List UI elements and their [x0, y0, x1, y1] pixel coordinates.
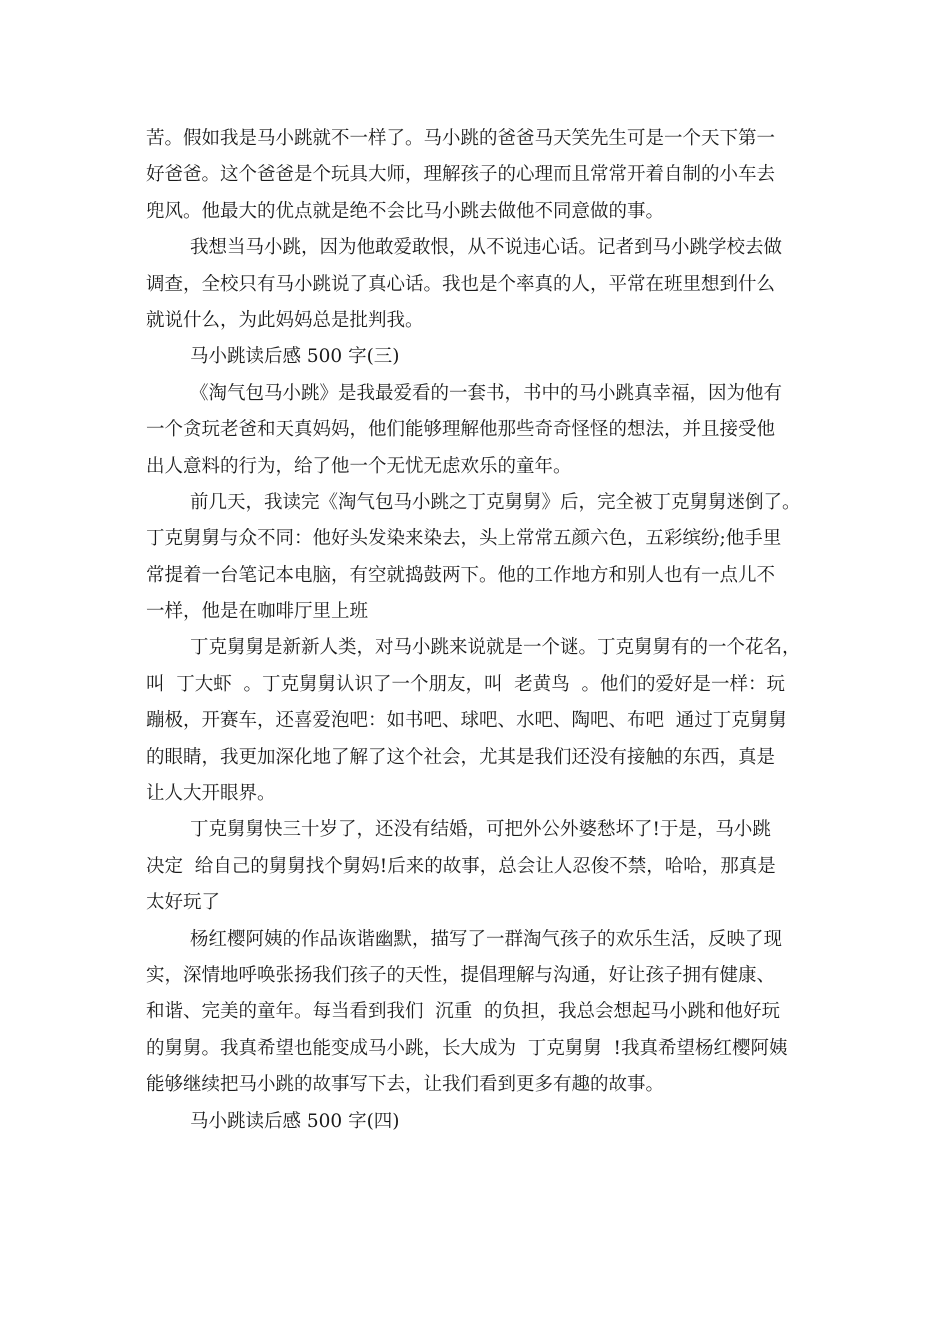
paragraph-line: 杨红樱阿姨的作品诙谐幽默，描写了一群淘气孩子的欢乐生活，反映了现	[190, 928, 783, 950]
paragraph-line: 能够继续把马小跳的故事写下去，让我们看到更多有趣的故事。	[146, 1074, 665, 1096]
paragraph-line: 一样，他是在咖啡厅里上班	[146, 601, 369, 623]
paragraph-line: 就说什么，为此妈妈总是批判我。	[146, 309, 424, 331]
paragraph-line: 一个贪玩老爸和天真妈妈，他们能够理解他那些奇奇怪怪的想法，并且接受他	[146, 419, 776, 441]
paragraph-line: 兜风。他最大的优点就是绝不会比马小跳去做他不同意做的事。	[146, 200, 665, 222]
paragraph-line: 出人意料的行为，给了他一个无忧无虑欢乐的童年。	[146, 455, 572, 477]
paragraph-line: 蹦极，开赛车，还喜爱泡吧：如书吧、球吧、水吧、陶吧、布吧 通过丁克舅舅	[146, 710, 787, 732]
paragraph-line: 决定 给自己的舅舅找个舅妈!后来的故事，总会让人忍俊不禁，哈哈，那真是	[146, 855, 776, 877]
paragraph-line: 丁克舅舅是新新人类，对马小跳来说就是一个谜。丁克舅舅有的一个花名，	[190, 637, 801, 659]
paragraph-line: 的眼睛，我更加深化地了解了这个社会，尤其是我们还没有接触的东西，真是	[146, 746, 776, 768]
paragraph-line: 前几天，我读完《淘气包马小跳之丁克舅舅》后，完全被丁克舅舅迷倒了。	[190, 491, 801, 513]
paragraph-line: 实，深情地呼唤张扬我们孩子的天性，提倡理解与沟通，好让孩子拥有健康、	[146, 964, 776, 986]
paragraph-line: 丁克舅舅快三十岁了，还没有结婚，可把外公外婆愁坏了!于是，马小跳	[190, 819, 771, 841]
paragraph-line: 叫 丁大虾 。丁克舅舅认识了一个朋友，叫 老黄鸟 。他们的爱好是一样：玩	[146, 673, 786, 695]
paragraph-line: 好爸爸。这个爸爸是个玩具大师，理解孩子的心理而且常常开着自制的小车去	[146, 164, 776, 186]
paragraph-line: 的舅舅。我真希望也能变成马小跳，长大成为 丁克舅舅 !我真希望杨红樱阿姨	[146, 1037, 788, 1059]
paragraph-line: 调查，全校只有马小跳说了真心话。我也是个率真的人，平常在班里想到什么	[146, 273, 776, 295]
document-body	[146, 121, 826, 1140]
paragraph-line: 《淘气包马小跳》是我最爱看的一套书，书中的马小跳真幸福，因为他有	[190, 382, 783, 404]
paragraph-line: 丁克舅舅与众不同：他好头发染来染去，头上常常五颜六色，五彩缤纷;他手里	[146, 528, 782, 550]
paragraph-line: 常提着一台笔记本电脑，有空就捣鼓两下。他的工作地方和别人也有一点儿不	[146, 564, 776, 586]
section-heading: 马小跳读后感 500 字(三)	[190, 346, 400, 368]
section-heading: 马小跳读后感 500 字(四)	[190, 1110, 400, 1132]
paragraph-line: 我想当马小跳，因为他敢爱敢恨，从不说违心话。记者到马小跳学校去做	[190, 237, 783, 259]
paragraph-line: 苦。假如我是马小跳就不一样了。马小跳的爸爸马天笑先生可是一个天下第一	[146, 128, 776, 149]
paragraph-line: 让人大开眼界。	[146, 783, 276, 805]
paragraph-line: 太好玩了	[146, 892, 221, 914]
paragraph-line: 和谐、完美的童年。每当看到我们 沉重 的负担，我总会想起马小跳和他好玩	[146, 1001, 781, 1023]
